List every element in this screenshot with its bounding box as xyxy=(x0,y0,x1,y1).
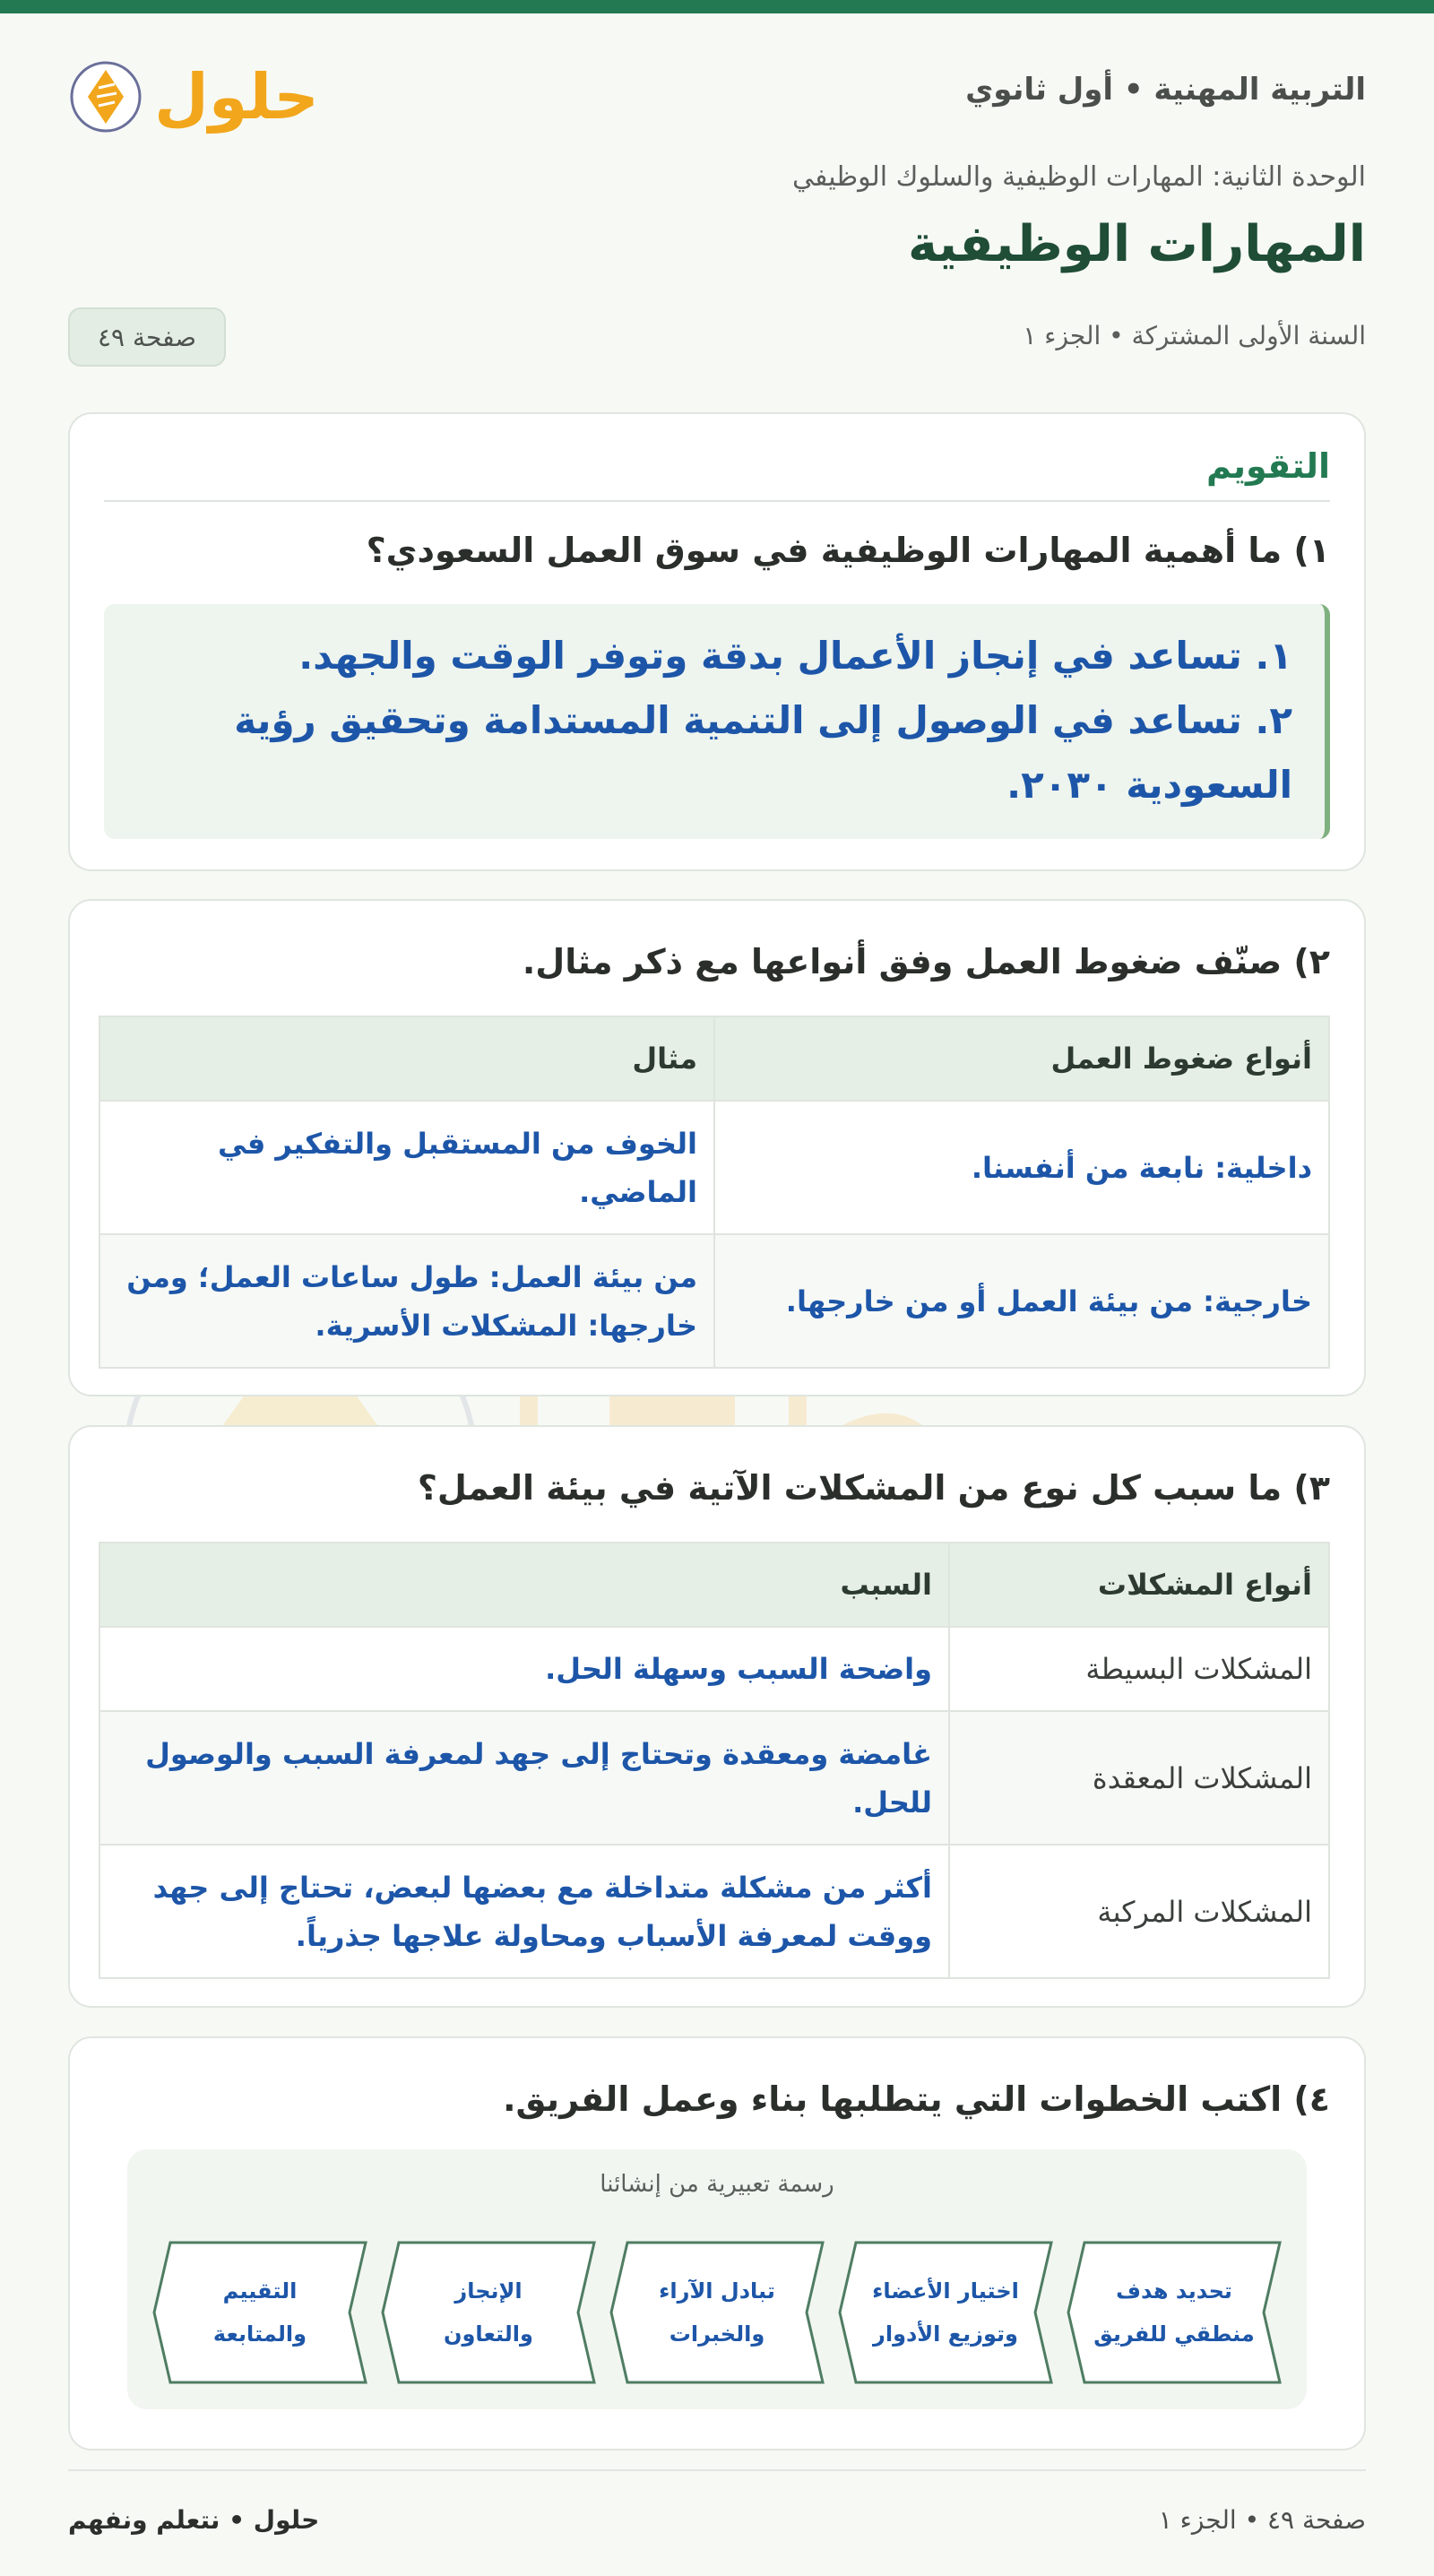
table-header: أنواع ضغوط العمل xyxy=(714,1016,1329,1101)
table-cell: داخلية: نابعة من أنفسنا. xyxy=(714,1101,1329,1234)
table-cell: الخوف من المستقبل والتفكير في الماضي. xyxy=(99,1101,714,1234)
table-cell: أكثر من مشكلة متداخلة مع بعضها لبعض، تحتاج إلى جهد ووقت لمعرفة الأسباب ومحاولة علاجها جذرياً. xyxy=(99,1845,949,1978)
answer-line: ١. تساعد في إنجاز الأعمال بدقة وتوفر الوقت والجهد. xyxy=(298,634,1292,678)
footer-brand: حلول • نتعلم ونفهم xyxy=(68,2505,320,2535)
table-cell: واضحة السبب وسهلة الحل. xyxy=(99,1627,949,1711)
grade-meta: السنة الأولى المشتركة • الجزء ١ xyxy=(1023,321,1366,350)
step-1 xyxy=(1068,2243,1280,2382)
section-heading: التقويم xyxy=(1205,446,1330,486)
section-divider xyxy=(104,500,1330,502)
step-label: والخبرات xyxy=(669,2321,765,2347)
table-header: السبب xyxy=(99,1543,949,1627)
table-cell: خارجية: من بيئة العمل أو من خارجها. xyxy=(714,1234,1329,1368)
step-shape xyxy=(611,2243,823,2382)
problems-table xyxy=(99,1542,1330,1979)
question-2: ٢) صنّف ضغوط العمل وفق أنواعها مع ذكر مثال. xyxy=(522,942,1330,981)
table-row xyxy=(99,1711,1329,1845)
work-stress-table xyxy=(99,1016,1330,1369)
step-label: والمتابعة xyxy=(212,2321,307,2347)
step-label: وتوزيع الأدوار xyxy=(873,2321,1018,2347)
table-cell: غامضة ومعقدة وتحتاج إلى جهد لمعرفة السبب والوصول للحل. xyxy=(99,1711,949,1845)
svg-text:حلول: حلول xyxy=(154,60,319,134)
page-badge: صفحة ٤٩ xyxy=(68,307,226,367)
footer-divider xyxy=(68,2469,1366,2471)
table-header: مثال xyxy=(99,1016,714,1101)
diagram-caption: رسمة تعبيرية من إنشائنا xyxy=(600,2171,834,2198)
evaluation-card xyxy=(68,412,1366,871)
step-3 xyxy=(611,2243,823,2382)
step-label: والتعاون xyxy=(444,2321,533,2347)
table-header: أنواع المشكلات xyxy=(949,1543,1329,1627)
footer-page-info: صفحة ٤٩ • الجزء ١ xyxy=(1158,2505,1366,2535)
lesson-title: المهارات الوظيفية xyxy=(907,215,1366,273)
answer-box-1 xyxy=(104,604,1330,839)
step-shape xyxy=(1068,2243,1280,2382)
step-shape xyxy=(840,2243,1051,2382)
unit-title: الوحدة الثانية: المهارات الوظيفية والسلوك الوظيفي xyxy=(792,161,1366,193)
question-3: ٣) ما سبب كل نوع من المشكلات الآتية في بيئة العمل؟ xyxy=(417,1468,1330,1508)
step-2 xyxy=(840,2243,1051,2382)
step-label: الإنجاز xyxy=(454,2278,523,2304)
subject-title: التربية المهنية • أول ثانوي xyxy=(965,72,1366,108)
table-cell: المشكلات المعقدة xyxy=(949,1711,1329,1845)
table-row xyxy=(99,1627,1329,1711)
question-1: ١) ما أهمية المهارات الوظيفية في سوق العمل السعودي؟ xyxy=(366,531,1330,570)
table-cell: من بيئة العمل: طول ساعات العمل؛ ومن خارجها: المشكلات الأسرية. xyxy=(99,1234,714,1368)
step-label: اختيار الأعضاء xyxy=(872,2278,1019,2304)
step-4 xyxy=(383,2243,594,2382)
step-label: التقييم xyxy=(222,2278,298,2304)
step-label: منطقي للفريق xyxy=(1093,2321,1255,2347)
answer-line: ٢. تساعد في الوصول إلى التنمية المستدامة وتحقيق رؤية xyxy=(234,698,1292,742)
team-steps-diagram xyxy=(127,2149,1307,2409)
table-header-row xyxy=(99,1543,1329,1627)
table-header-row xyxy=(99,1016,1329,1101)
step-shape xyxy=(383,2243,594,2382)
answer-line: السعودية ٢٠٣٠. xyxy=(1006,763,1292,807)
table-row xyxy=(99,1845,1329,1978)
step-label: تحديد هدف xyxy=(1116,2278,1232,2304)
table-row xyxy=(99,1101,1329,1234)
question-4: ٤) اكتب الخطوات التي يتطلبها بناء وعمل الفريق. xyxy=(503,2079,1330,2119)
step-shape xyxy=(154,2243,366,2382)
brand-logo[interactable] xyxy=(68,45,328,143)
table-cell: المشكلات المركبة xyxy=(949,1845,1329,1978)
team-steps-card xyxy=(68,2036,1366,2451)
top-accent-bar xyxy=(0,0,1434,13)
page-header xyxy=(68,36,1366,152)
table-cell: المشكلات البسيطة xyxy=(949,1627,1329,1711)
steps-flow xyxy=(127,2149,1307,2409)
step-label: تبادل الآراء xyxy=(659,2278,775,2304)
table-row xyxy=(99,1234,1329,1368)
work-stress-card xyxy=(68,899,1366,1396)
step-5 xyxy=(154,2243,366,2382)
problems-card xyxy=(68,1425,1366,2008)
